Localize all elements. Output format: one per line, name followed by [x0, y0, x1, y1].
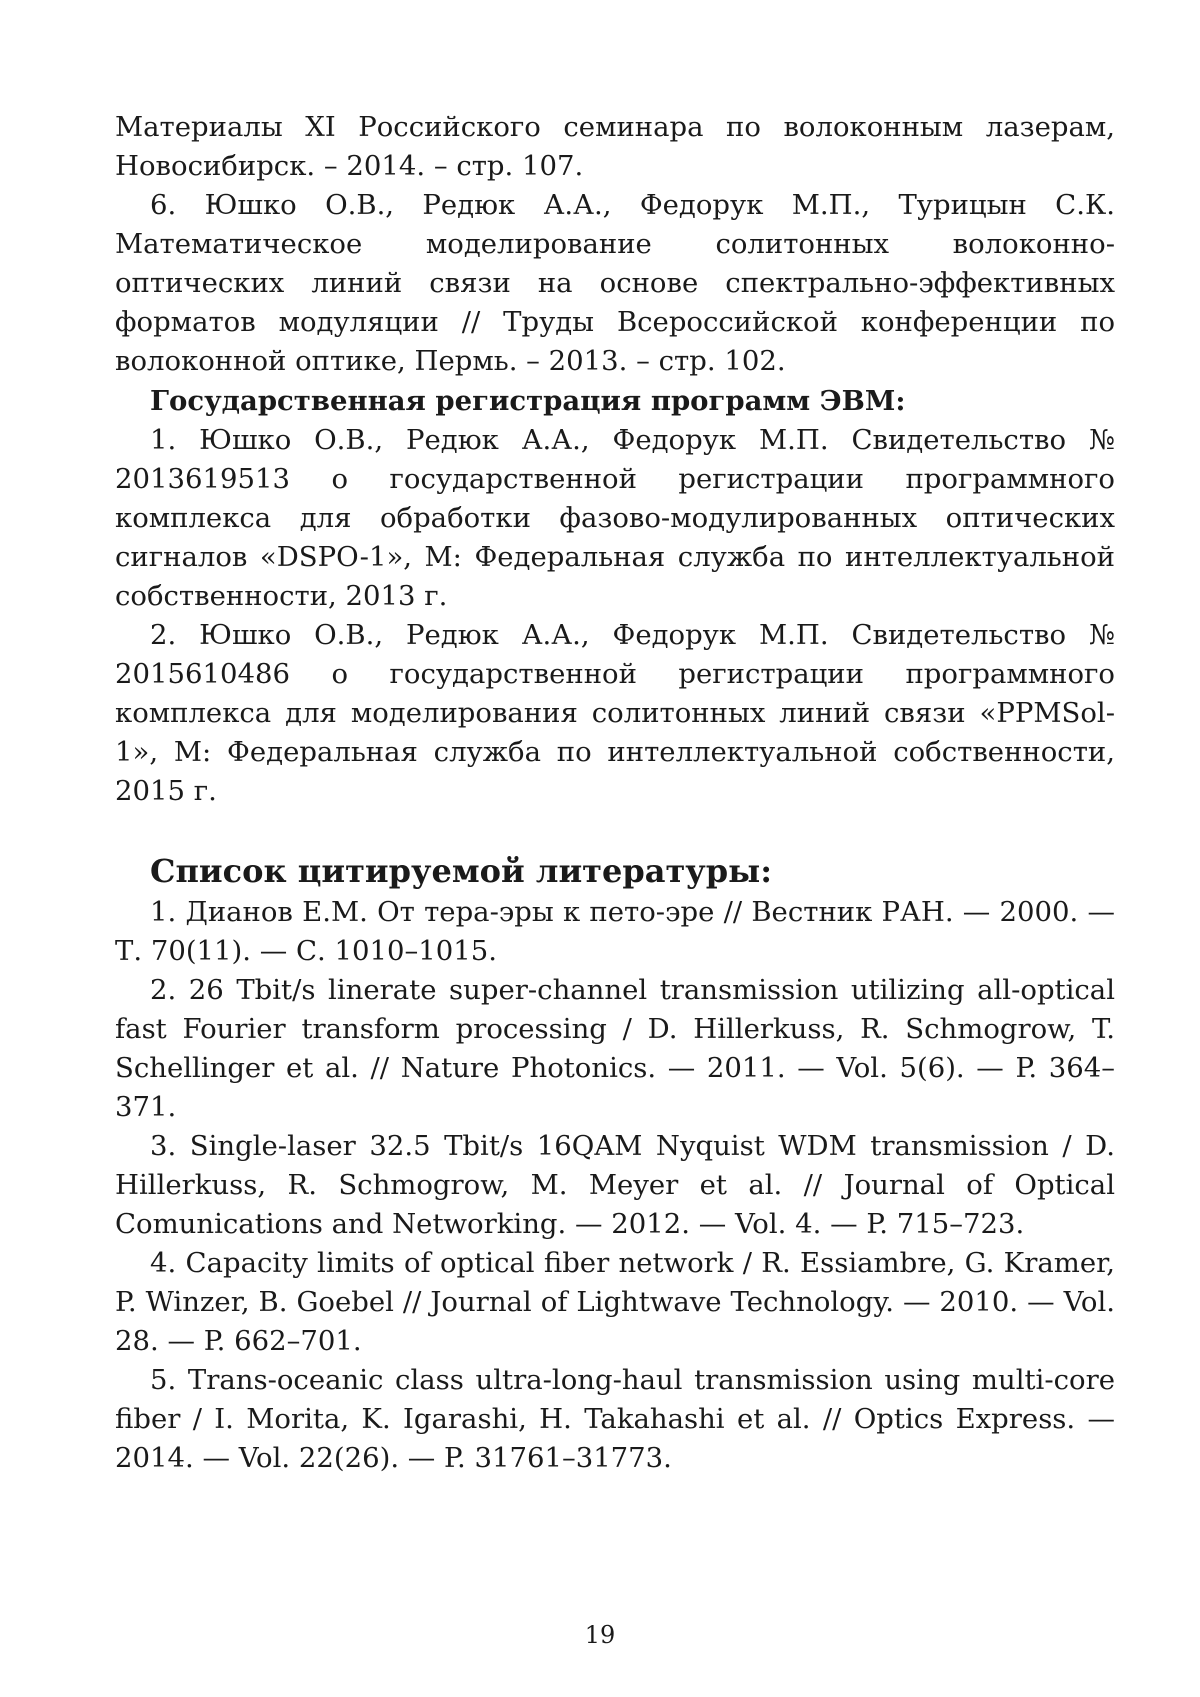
- reference-item-2: 2. 26 Tbit/s linerate super-channel transmission utilizing all-optical fast Fourier transform processing / D. Hillerkuss, R. Schmogrow, T. Schellinger et al. // Nature Photonics. — 2011. — Vol. 5(6). — P. 364–371.: [115, 974, 1115, 1123]
- reference-item-5: 5. Trans-oceanic class ultra-long-haul transmission using multi-core fiber / I. Morita, K. Igarashi, H. Takahashi et al. // Optics Express. — 2014. — Vol. 22(26). — P. 31761–31773.: [115, 1364, 1115, 1474]
- reference-item-4: 4. Capacity limits of optical fiber network / R. Essiambre, G. Kramer, P. Winzer, B. Goebel // Journal of Lightwave Technology. — 2010. — Vol. 28. — P. 662–701.: [115, 1247, 1115, 1357]
- registration-item-2: 2. Юшко О.В., Редюк А.А., Федорук М.П. Свидетельство № 2015610486 о государственной регистрации программного комплекса для моделирования солитонных линий связи «PPMSol-1», М: Федеральная служба по интеллектуальной собственности, 2015 г.: [115, 619, 1115, 807]
- reference-item-1: 1. Дианов Е.М. От тера-эры к пето-эре // Вестник РАН. — 2000. — Т. 70(11). — С. 1010–1015.: [115, 896, 1115, 967]
- references-heading: Список цитируемой литературы:: [150, 852, 773, 890]
- registration-item-1: 1. Юшко О.В., Редюк А.А., Федорук М.П. Свидетельство № 2013619513 о государственной регистрации программного комплекса для обработки фазово-модулированных оптических сигналов «DSPO-1», М: Федеральная служба по интеллектуальной собственности, 2013 г.: [115, 424, 1115, 612]
- publication-continuation: Материалы XI Российского семинара по волоконным лазерам, Новосибирск. – 2014. – стр. 107.: [115, 111, 1115, 182]
- document-page: [115, 108, 1115, 1478]
- publication-item-6: 6. Юшко О.В., Редюк А.А., Федорук М.П., Турицын С.К. Математическое моделирование солитонных волоконно-оптических линий связи на основе спектрально-эффективных форматов модуляции // Труды Всероссийской конференции по волоконной оптике, Пермь. – 2013. – стр. 102.: [115, 189, 1115, 377]
- reference-item-3: 3. Single-laser 32.5 Tbit/s 16QAM Nyquist WDM transmission / D. Hillerkuss, R. Schmogrow, M. Meyer et al. // Journal of Optical Comunications and Networking. — 2012. — Vol. 4. — P. 715–723.: [115, 1130, 1115, 1240]
- registration-heading: Государственная регистрация программ ЭВМ:: [150, 385, 906, 417]
- page-number: 19: [584, 1621, 616, 1649]
